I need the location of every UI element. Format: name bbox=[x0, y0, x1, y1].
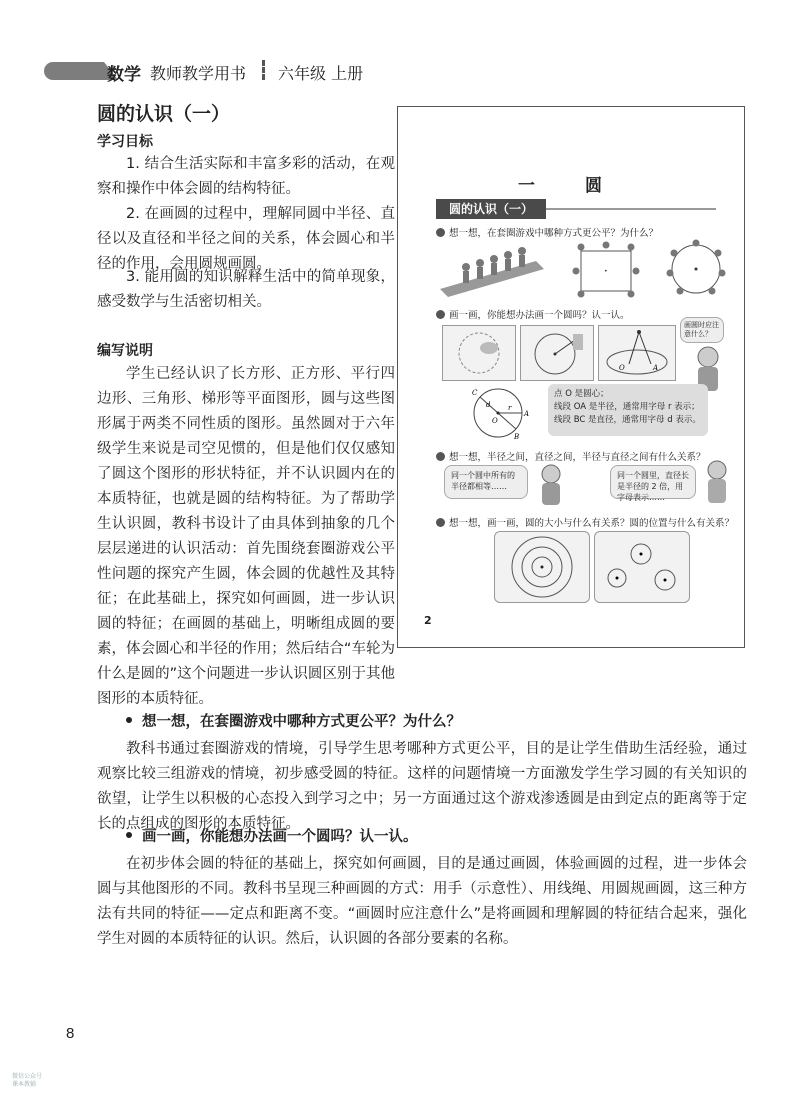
bullet-icon bbox=[436, 310, 445, 319]
ring-toss-illustrations bbox=[436, 239, 736, 299]
scattered-circles-card bbox=[594, 531, 690, 603]
concentric-circles-card bbox=[494, 531, 590, 603]
def-center: 点 O 是圆心； bbox=[554, 389, 609, 399]
q2-text: 画一画，你能想办法画一个圆吗？认一认。 bbox=[449, 310, 630, 321]
girl-character-icon bbox=[700, 459, 734, 509]
children-circle bbox=[667, 240, 726, 295]
section2-heading bbox=[126, 825, 418, 846]
svg-text:O: O bbox=[619, 364, 625, 372]
header-divider bbox=[262, 60, 269, 80]
method-compass-box bbox=[598, 325, 676, 381]
section2-heading-text: 画一画，你能想办法画一个圆吗？认一认。 bbox=[142, 829, 418, 845]
svg-text:C: C bbox=[472, 389, 478, 397]
notes-heading: 编写说明 bbox=[97, 343, 153, 359]
bullet-icon bbox=[436, 452, 445, 461]
textbook-chapter-title: 一 圆 bbox=[518, 176, 624, 196]
goal-item-3: 3. 能用圆的知识解释生活中的简单现象，感受数学与生活密切相关。 bbox=[97, 269, 395, 310]
bullet-icon bbox=[126, 717, 132, 723]
boy-character-icon bbox=[534, 463, 568, 509]
textbook-question-2 bbox=[436, 307, 630, 321]
header-grade: 六年级 上册 bbox=[278, 64, 364, 83]
section2-text: 在初步体会圆的特征的基础上，探究如何画圆，目的是通过画圆，体验画圆的过程，进一步体会圆与其他图形的不同。教科书呈现三种画圆的方式：用手（示意性）、用线绳、用圆规画圆，这三种方法有共同的特征——定点和距离不变。“画圆时应注意什么”是将画圆和理解圆的特征结合起来，强化学生对圆的本质特征的认识。然后，认识圆的各部分要素的名称。 bbox=[97, 856, 747, 947]
textbook-page-number: 2 bbox=[424, 614, 432, 627]
bullet-icon bbox=[126, 832, 132, 838]
textbook-question-3 bbox=[436, 449, 706, 463]
textbook-page-image bbox=[397, 106, 745, 648]
goal-item-2: 2. 在画圆的过程中，理解同圆中半径、直径以及直径和半径之间的关系，体会圆心和半径的作用，会用圆规画圆。 bbox=[97, 206, 395, 272]
speech-left: 同一个圆中所有的半径都相等…… bbox=[444, 465, 528, 499]
compass-icon bbox=[637, 330, 641, 334]
method-hand-box bbox=[442, 325, 516, 381]
svg-text:A: A bbox=[524, 410, 530, 418]
method-string-box bbox=[520, 325, 594, 381]
q4-text: 想一想，画一画，圆的大小与什么有关系？圆的位置与什么有关系？ bbox=[449, 518, 735, 529]
goals-heading: 学习目标 bbox=[97, 134, 153, 150]
svg-text:r: r bbox=[508, 404, 512, 412]
bullet-icon bbox=[436, 228, 445, 237]
header-subject: 数学 bbox=[107, 65, 141, 85]
q1-text: 想一想，在套圈游戏中哪种方式更公平？为什么？ bbox=[449, 228, 659, 239]
section1-heading-text: 想一想，在套圈游戏中哪种方式更公平？为什么？ bbox=[142, 714, 461, 730]
band-rule bbox=[546, 208, 716, 210]
pencil-hand-icon bbox=[573, 334, 583, 350]
hand-icon bbox=[480, 342, 498, 354]
circle-parts-diagram bbox=[466, 385, 546, 441]
notes-text: 学生已经认识了长方形、正方形、平行四边形、三角形、梯形等平面图形，圆与这些图形属于两类不同性质的图形。虽然圆对于六年级学生来说是司空见惯的，但是他们仅仅感知了圆这个图形的形状特征，并不认识圆内在的本质特征，也就是圆的结构特征。为了帮助学生认识圆，教科书设计了由具体到抽象的几个层层递进的认识活动：首先围绕套圈游戏公平性问题的探究产生圆，体会圆的优越性及其特征；在此基础上，探究如何画圆，进一步认识圆的特征；在画圆的基础上，明晰组成圆的要素，体会圆心和半径的作用；然后结合“车轮为什么是圆的”这个问题进一步认识圆区别于其他图形的本质特征。 bbox=[97, 366, 395, 707]
bullet-icon bbox=[436, 518, 445, 527]
definition-box bbox=[548, 384, 708, 436]
lesson-title: 圆的认识（一） bbox=[97, 103, 231, 125]
section1-text: 教科书通过套圈游戏的情境，引导学生思考哪种方式更公平，目的是让学生借助生活经验，通过观察比较三组游戏的情境，初步感受圆的特征。这样的问题情境一方面激发学生学习圆的有关知识的欲望，让学生以积极的心态投入到学习之中；另一方面通过这个游戏渗透圆是由到定点的距离等于定长的点组成的图形的本质特征。 bbox=[97, 741, 747, 832]
svg-text:O: O bbox=[492, 417, 498, 425]
svg-text:d: d bbox=[486, 401, 491, 409]
textbook-lesson-band: 圆的认识（一） bbox=[436, 199, 546, 219]
watermark: 微信公众号 课本教辅 bbox=[12, 1073, 43, 1088]
def-diameter: 线段 BC 是直径，通常用字母 d 表示。 bbox=[554, 415, 701, 425]
section1-heading bbox=[126, 710, 461, 731]
page-number: 8 bbox=[66, 1025, 75, 1042]
svg-text:B: B bbox=[514, 433, 520, 441]
svg-text:•: • bbox=[604, 268, 608, 275]
def-radius: 线段 OA 是半径，通常用字母 r 表示； bbox=[554, 402, 700, 412]
q3-text: 想一想，半径之间，直径之间，半径与直径之间有什么关系？ bbox=[449, 452, 706, 463]
header-book: 教师教学用书 bbox=[150, 64, 247, 83]
speech-right: 同一个圆里，直径长是半径的 2 倍，用字母表示…… bbox=[610, 465, 696, 499]
thinking-bubble: 画圆时应注意什么？ bbox=[680, 317, 724, 343]
goal-item-1: 1. 结合生活实际和丰富多彩的活动，在观察和操作中体会圆的结构特征。 bbox=[97, 156, 395, 197]
textbook-question-4 bbox=[436, 515, 734, 529]
textbook-question-1 bbox=[436, 225, 658, 239]
header-tab-decoration bbox=[44, 62, 104, 80]
svg-text:A: A bbox=[653, 364, 659, 372]
